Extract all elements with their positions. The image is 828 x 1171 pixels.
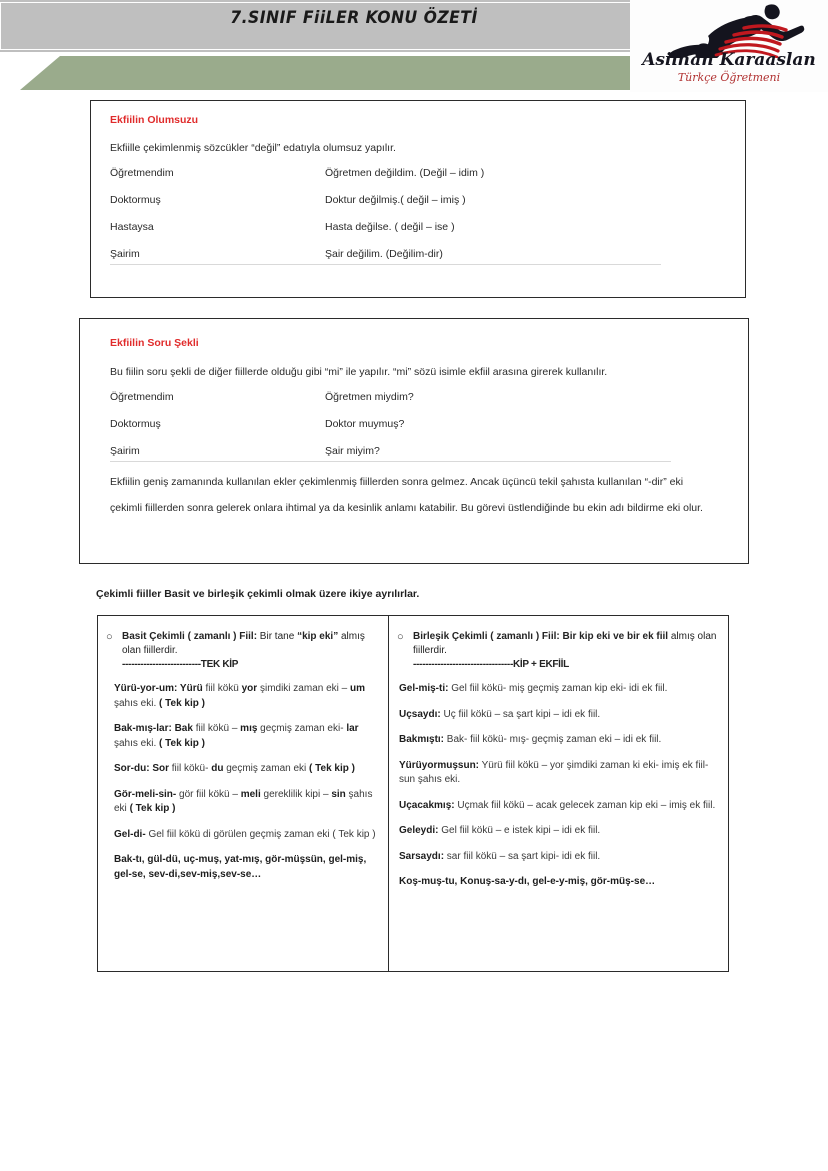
basit-heading-bold-1: Basit Çekimli ( zamanlı ) Fiil:: [122, 631, 258, 642]
birlesik-dash-line: ---------------------------------KİP + EKFİİL: [413, 659, 569, 670]
example-row: [110, 418, 730, 445]
basit-heading-row: [106, 630, 378, 672]
example-row: [110, 248, 710, 275]
basit-items-list: [106, 682, 378, 882]
item-bold-part: lar: [346, 723, 359, 734]
negative-examples-list: [110, 167, 710, 275]
item-bold-part: Gör-meli-sin-: [114, 788, 177, 800]
item-bold-part: ( Tek kip ): [309, 763, 355, 774]
item-text-part: Gel fiil kökü – e istek kipi – idi ek fiil.: [438, 825, 601, 836]
grammar-example-item: [106, 828, 378, 843]
example-base-form: Hastaysa: [110, 221, 154, 233]
comparison-table: [97, 615, 729, 972]
section-ekfiilin-olumsuzu: [90, 100, 746, 298]
item-text-part: gör fiil kökü –: [176, 788, 241, 800]
section-title-question: Ekfiilin Soru Şekli: [110, 337, 199, 349]
grammar-example-item: [106, 682, 378, 711]
item-bold-part: yor: [241, 683, 258, 694]
item-bold-part: ( Tek kip ): [159, 697, 205, 709]
item-bold-part: ( Tek kip ): [129, 803, 176, 814]
item-text-part: geçmiş zaman eki: [223, 763, 310, 774]
birlesik-heading-row: [397, 630, 718, 672]
grammar-example-item: [397, 759, 718, 788]
item-text-part: Gel fiil kökü- miş geçmiş zaman kip eki- idi ek fiil.: [448, 683, 668, 694]
negative-list-rule: [110, 264, 661, 265]
birlesik-items-list: [397, 682, 718, 890]
item-text-part: Gel fiil kökü di görülen geçmiş zaman eki ( Tek kip ): [145, 828, 376, 840]
brand-name: Asilhan Karaaslan: [642, 50, 816, 70]
example-base-form: Doktormuş: [110, 418, 161, 430]
item-text-part: sar fiil kökü – sa şart kipi- idi ek fiil.: [444, 850, 601, 862]
negative-intro-text: Ekfiille çekimlenmiş sözcükler “değil” edatıyla olumsuz yapılır.: [110, 142, 396, 154]
basit-dash-line: --------------------------TEK KİP: [122, 659, 239, 670]
item-text-part: şahıs eki.: [114, 697, 160, 709]
example-base-form: Şairim: [110, 445, 140, 457]
example-row: [110, 194, 710, 221]
example-row: [110, 445, 730, 472]
question-examples-list: [110, 391, 730, 472]
item-text-part: Yürü fiil kökü – yor şimdiki zaman ki eki- imiş ek fiil- sun şahıs eki.: [399, 759, 709, 785]
item-bold-part: um: [350, 683, 365, 694]
birlesik-heading-rest-1: almış olan fiillerdir.: [413, 631, 717, 656]
item-text-part: şimdiki zaman eki –: [257, 683, 350, 694]
page-title: 7.SINIF FiiLER KONU ÖZETİ: [230, 8, 478, 28]
grammar-example-item: [397, 733, 718, 748]
item-bold-part: Gel-di-: [114, 828, 146, 840]
item-text-part: gereklilik kipi –: [260, 788, 332, 800]
question-intro-text: Bu fiilin soru şekli de diğer fiillerde olduğu gibi “mi” ile yapılır. “mi” sözü isimle ekfiil arasına girerek kullanılır.: [110, 366, 608, 378]
item-text-part: şahıs eki: [114, 788, 373, 814]
title-banner: [0, 0, 712, 52]
example-base-form: Şairim: [110, 248, 140, 260]
grammar-example-item: [106, 853, 378, 882]
example-derived-form: Öğretmen değildim. (Değil – idim ): [325, 167, 485, 179]
example-base-form: Öğretmendim: [110, 167, 174, 179]
item-bold-part: Bakmıştı:: [399, 734, 445, 745]
item-text-part: Bak- fiil kökü- mış- geçmiş zaman eki – idi ek fiil.: [444, 734, 662, 745]
example-derived-form: Doktur değilmiş.( değil – imiş ): [325, 194, 466, 206]
section-title-negative: Ekfiilin Olumsuzu: [110, 114, 199, 126]
basit-heading-text: [122, 630, 378, 672]
birlesik-heading-bold-1: Birleşik Çekimli ( zamanlı ) Fiil: Bir kip eki ve bir ek fiil: [413, 631, 669, 642]
brand-subtitle: Türkçe Öğretmeni: [677, 71, 781, 84]
grammar-example-item: [397, 799, 718, 814]
item-bold-part: du: [211, 763, 224, 774]
question-note-paragraph: Ekfiilin geniş zamanında kullanılan ekler çekimlenmiş fiillerden sonra gelmez. Ancak üçüncü tekil şahısta kullanılan “-dir” eki çekimli fiillerden sonra gelerek onlara ihtimal ya da kesinlik anlamı katabilir. Bu görevi üstlendiğinde bu ekin adı bildirme eki olur.: [110, 476, 703, 514]
item-text-part: fiil kökü-: [169, 763, 212, 774]
example-base-form: Doktormuş: [110, 194, 161, 206]
item-bold-part: Bak-mış-lar: Bak: [114, 723, 193, 734]
item-bold-part: Uçacakmış:: [399, 799, 455, 811]
grammar-example-item: [106, 788, 378, 817]
table-column-birlesik: [389, 616, 728, 971]
item-bold-part: Sarsaydı:: [399, 850, 445, 862]
example-row: [110, 167, 710, 194]
item-text-part: Uçmak fiil kökü – acak gelecek zaman kip eki – imiş ek fiil.: [454, 799, 716, 811]
grammar-example-item: [106, 762, 378, 777]
grammar-example-item: [397, 875, 718, 890]
item-bold-part: mış: [240, 723, 258, 734]
item-bold-part: Yürüyormuşsun:: [399, 759, 480, 771]
item-text-part: şahıs eki.: [114, 737, 160, 749]
section-subtitle: Çekimli fiiller Basit ve birleşik çekimli olmak üzere ikiye ayrılırlar.: [96, 588, 420, 600]
item-text-part: Uç fiil kökü – sa şart kipi – idi ek fiil.: [440, 708, 601, 720]
example-derived-form: Şair değilim. (Değilim-dir): [325, 248, 443, 260]
section-ekfiilin-soru-sekli: [79, 318, 749, 564]
grammar-example-item: [106, 722, 378, 751]
item-bold-part: Gel-miş-ti:: [399, 683, 449, 694]
item-bold-part: Bak-tı, gül-dü, uç-muş, yat-mış, gör-müşsün, gel-miş, gel-se, sev-di,sev-miş,sev-se…: [114, 854, 367, 880]
item-bold-part: ( Tek kip ): [159, 737, 205, 749]
birlesik-heading-text: [413, 630, 718, 672]
brand-logo: [630, 0, 828, 92]
example-row: [110, 221, 710, 248]
table-column-basit: [98, 616, 389, 971]
circle-bullet-icon: ○: [106, 631, 113, 643]
item-text-part: fiil kökü –: [192, 723, 241, 734]
example-derived-form: Şair miyim?: [325, 445, 380, 457]
item-bold-part: Uçsaydı:: [399, 708, 441, 720]
grammar-example-item: [397, 824, 718, 839]
basit-heading-rest-2: almış olan fiillerdir.: [122, 631, 365, 656]
item-text-part: fiil kökü: [202, 683, 242, 694]
example-row: [110, 391, 730, 418]
item-bold-part: Sor-du: Sor: [114, 763, 169, 774]
item-bold-part: Yürü-yor-um: Yürü: [114, 683, 203, 694]
example-base-form: Öğretmendim: [110, 391, 174, 403]
grammar-example-item: [397, 708, 718, 723]
circle-bullet-icon: ○: [397, 631, 404, 643]
grammar-example-item: [397, 682, 718, 697]
item-bold-part: sin: [331, 788, 346, 800]
example-derived-form: Doktor muymuş?: [325, 418, 405, 430]
page-header: [0, 0, 828, 100]
basit-heading-bold-2: “kip eki”: [297, 631, 339, 642]
grammar-example-item: [397, 850, 718, 865]
item-bold-part: meli: [240, 788, 261, 800]
item-bold-part: Koş-muş-tu, Konuş-sa-y-dı, gel-e-y-miş, gör-müş-se…: [399, 876, 656, 887]
item-text-part: geçmiş zaman eki-: [257, 723, 347, 734]
basit-heading-rest-1: Bir tane: [257, 631, 298, 642]
example-derived-form: Hasta değilse. ( değil – ise ): [325, 221, 455, 233]
question-list-rule: [110, 461, 671, 462]
example-derived-form: Öğretmen miydim?: [325, 391, 414, 403]
item-bold-part: Geleydi:: [399, 825, 439, 836]
